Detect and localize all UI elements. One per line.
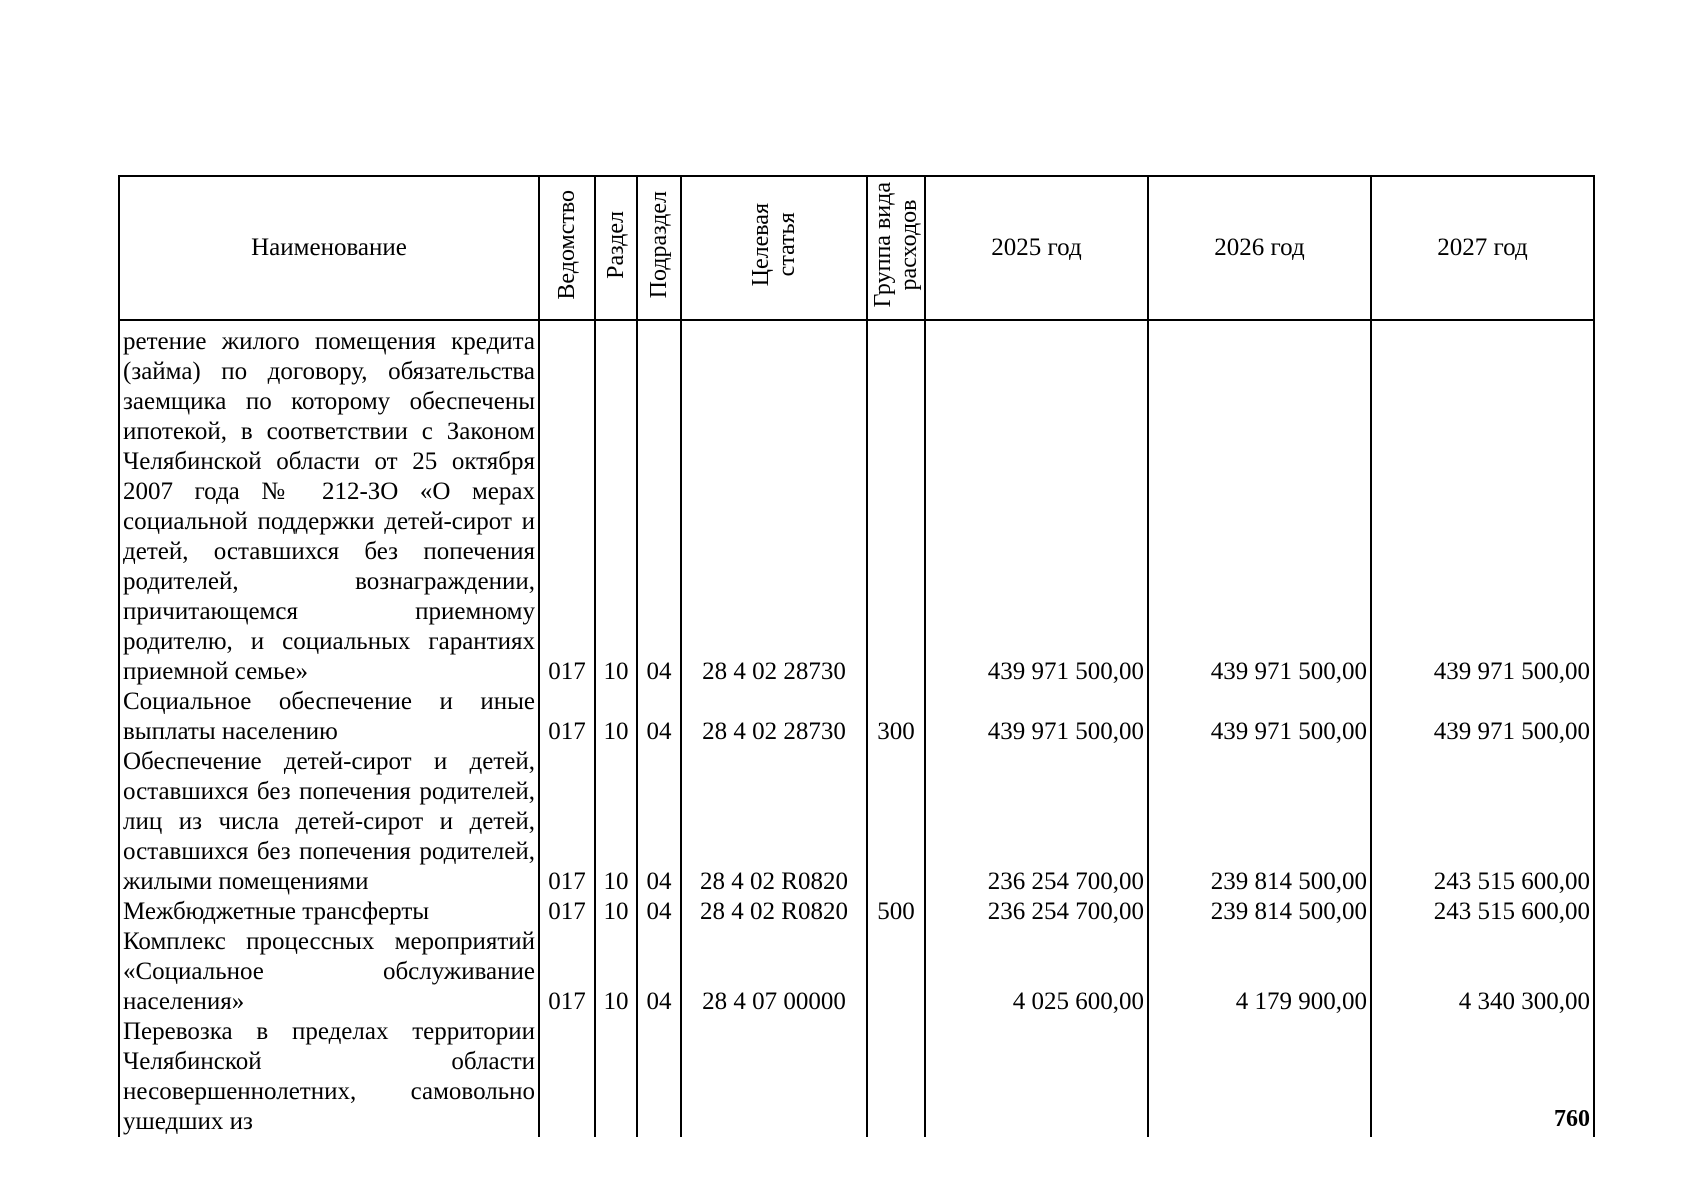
row-name: Социальное обеспечение и иные выплаты населению (119, 687, 539, 747)
row-expense-group (867, 320, 925, 687)
row-section: 10 (595, 927, 637, 1017)
row-target-article: 28 4 02 28730 (681, 687, 867, 747)
row-subsection: 04 (637, 897, 681, 927)
row-target-article (681, 1017, 867, 1137)
row-2025: 236 254 700,00 (925, 747, 1148, 897)
row-2026 (1148, 1017, 1371, 1137)
row-section: 10 (595, 747, 637, 897)
row-2026: 239 814 500,00 (1148, 747, 1371, 897)
row-subsection: 04 (637, 747, 681, 897)
row-2027: 243 515 600,00 (1371, 747, 1594, 897)
row-2026: 4 179 900,00 (1148, 927, 1371, 1017)
header-2026: 2026 год (1148, 176, 1371, 320)
row-expense-group: 500 (867, 897, 925, 927)
row-2026: 439 971 500,00 (1148, 320, 1371, 687)
row-expense-group (867, 1017, 925, 1137)
row-target-article: 28 4 02 R0820 (681, 747, 867, 897)
header-2025: 2025 год (925, 176, 1148, 320)
row-name: ретение жилого помещения кредита (займа) по договору, обязательства заемщика по которому обеспечены ипотекой, в соответствии с Законом Челябинской области от 25 октября 2007 года № 212-ЗО «О мерах социальной поддержки детей-сирот и детей, оставшихся без попечения родителей, вознаграждении, причитающемся приемному родителю, и социальных гарантиях приемной семье» (119, 320, 539, 687)
row-target-article: 28 4 02 28730 (681, 320, 867, 687)
row-section: 10 (595, 897, 637, 927)
row-2027: 439 971 500,00 (1371, 320, 1594, 687)
table-row (119, 1017, 1594, 1137)
row-2027: 243 515 600,00 (1371, 897, 1594, 927)
row-section (595, 1017, 637, 1137)
row-subsection (637, 1017, 681, 1137)
header-expense-group: Группа вида расходов (867, 176, 925, 320)
header-department: Ведомство (539, 176, 595, 320)
budget-table (118, 175, 1595, 1137)
row-target-article: 28 4 07 00000 (681, 927, 867, 1017)
row-department: 017 (539, 927, 595, 1017)
row-target-article: 28 4 02 R0820 (681, 897, 867, 927)
row-expense-group (867, 927, 925, 1017)
row-subsection: 04 (637, 687, 681, 747)
row-2025: 439 971 500,00 (925, 320, 1148, 687)
row-2027: 439 971 500,00 (1371, 687, 1594, 747)
row-department: 017 (539, 687, 595, 747)
row-2025: 236 254 700,00 (925, 897, 1148, 927)
row-expense-group: 300 (867, 687, 925, 747)
row-name: Обеспечение детей-сирот и детей, оставшихся без попечения родителей, лиц из числа детей-сирот и детей, оставшихся без попечения родителей, жилыми помещениями (119, 747, 539, 897)
header-section: Раздел (595, 176, 637, 320)
row-2027: 4 340 300,00 (1371, 927, 1594, 1017)
table-row (119, 897, 1594, 927)
row-section: 10 (595, 687, 637, 747)
row-department: 017 (539, 897, 595, 927)
header-subsection: Подраздел (637, 176, 681, 320)
row-2025: 439 971 500,00 (925, 687, 1148, 747)
row-2025: 4 025 600,00 (925, 927, 1148, 1017)
row-section: 10 (595, 320, 637, 687)
header-target-article: Целевая статья (681, 176, 867, 320)
row-department (539, 1017, 595, 1137)
table-row (119, 320, 1594, 687)
header-2027: 2027 год (1371, 176, 1594, 320)
row-department: 017 (539, 320, 595, 687)
row-2026: 439 971 500,00 (1148, 687, 1371, 747)
row-department: 017 (539, 747, 595, 897)
row-name: Комплекс процессных мероприятий «Социальное обслуживание населения» (119, 927, 539, 1017)
row-subsection: 04 (637, 927, 681, 1017)
table-header-row (119, 176, 1594, 320)
row-2026: 239 814 500,00 (1148, 897, 1371, 927)
row-name: Перевозка в пределах территории Челябинской области несовершеннолетних, самовольно ушедших из (119, 1017, 539, 1137)
table-row (119, 747, 1594, 897)
row-name: Межбюджетные трансферты (119, 897, 539, 927)
table-row (119, 687, 1594, 747)
row-2025 (925, 1017, 1148, 1137)
header-name: Наименование (119, 176, 539, 320)
row-subsection: 04 (637, 320, 681, 687)
page-number: 760 (1554, 1106, 1590, 1132)
row-expense-group (867, 747, 925, 897)
table-row (119, 927, 1594, 1017)
